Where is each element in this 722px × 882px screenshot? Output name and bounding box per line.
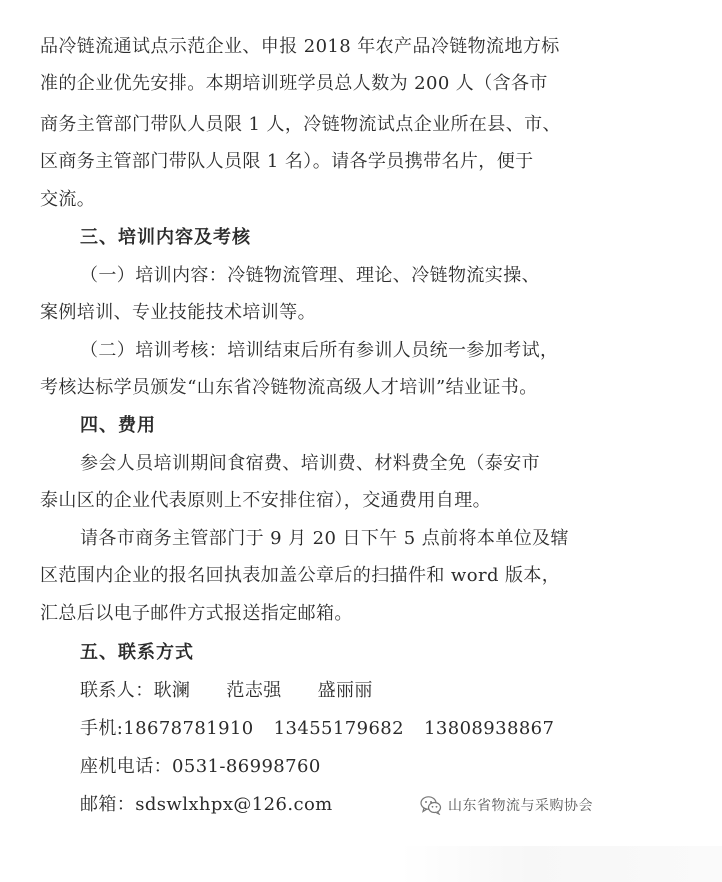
body-line: 区范围内企业的报名回执表加盖公章后的扫描件和 word 版本， xyxy=(40,565,561,586)
body-line: （一）培训内容：冷链物流管理、理论、冷链物流实操、 xyxy=(80,265,540,286)
wechat-watermark xyxy=(420,792,593,818)
contact-name: 盛丽丽 xyxy=(317,680,373,701)
landline-phone xyxy=(80,755,640,779)
landline-number: 0531-86998760 xyxy=(172,756,321,777)
body-line: 参会人员培训期间食宿费、培训费、材料费全免（泰安市 xyxy=(80,453,540,474)
bottom-fade xyxy=(400,846,722,882)
section-heading-training: 三、培训内容及考核 xyxy=(80,227,251,248)
body-line: 品冷链流通试点示范企业、申报 2018 年农产品冷链物流地方标 xyxy=(40,36,560,57)
mobile-numbers xyxy=(80,717,640,741)
section-heading-contact: 五、联系方式 xyxy=(80,642,194,663)
body-line: 交流。 xyxy=(40,189,96,210)
body-line: 请各市商务主管部门于 9 月 20 日下午 5 点前将本单位及辖 xyxy=(80,528,569,549)
contact-persons xyxy=(80,679,640,703)
body-line: （二）培训考核：培训结束后所有参训人员统一参加考试， xyxy=(80,340,559,361)
section-heading-fees: 四、费用 xyxy=(80,415,156,436)
wechat-icon xyxy=(420,795,442,815)
body-line: 案例培训、专业技能技术培训等。 xyxy=(40,302,316,323)
watermark-text: 山东省物流与采购协会 xyxy=(448,798,593,814)
body-line: 汇总后以电子邮件方式报送指定邮箱。 xyxy=(40,603,353,624)
mobile-number: 18678781910 xyxy=(123,718,254,739)
body-line: 商务主管部门带队人员限 1 人，冷链物流试点企业所在县、市、 xyxy=(40,114,561,135)
body-line: 考核达标学员颁发“山东省冷链物流高级人才培训”结业证书。 xyxy=(40,377,538,398)
landline-label: 座机电话： xyxy=(80,756,172,777)
email-address: sdswlxhpx@126.com xyxy=(135,794,333,815)
body-line: 区商务主管部门带队人员限 1 名）。请各学员携带名片，便于 xyxy=(40,151,534,172)
contact-name: 耿澜 xyxy=(153,680,191,701)
body-line: 泰山区的企业代表原则上不安排住宿），交通费用自理。 xyxy=(40,490,491,511)
mobile-number: 13808938867 xyxy=(424,718,555,739)
mobile-number: 13455179682 xyxy=(273,718,405,739)
body-line: 准的企业优先安排。本期培训班学员总人数为 200 人（含各市 xyxy=(40,73,548,94)
mobile-label: 手机: xyxy=(80,718,124,739)
contacts-label: 联系人： xyxy=(80,680,154,701)
contact-name: 范志强 xyxy=(226,680,282,701)
email-label: 邮箱： xyxy=(80,794,136,815)
